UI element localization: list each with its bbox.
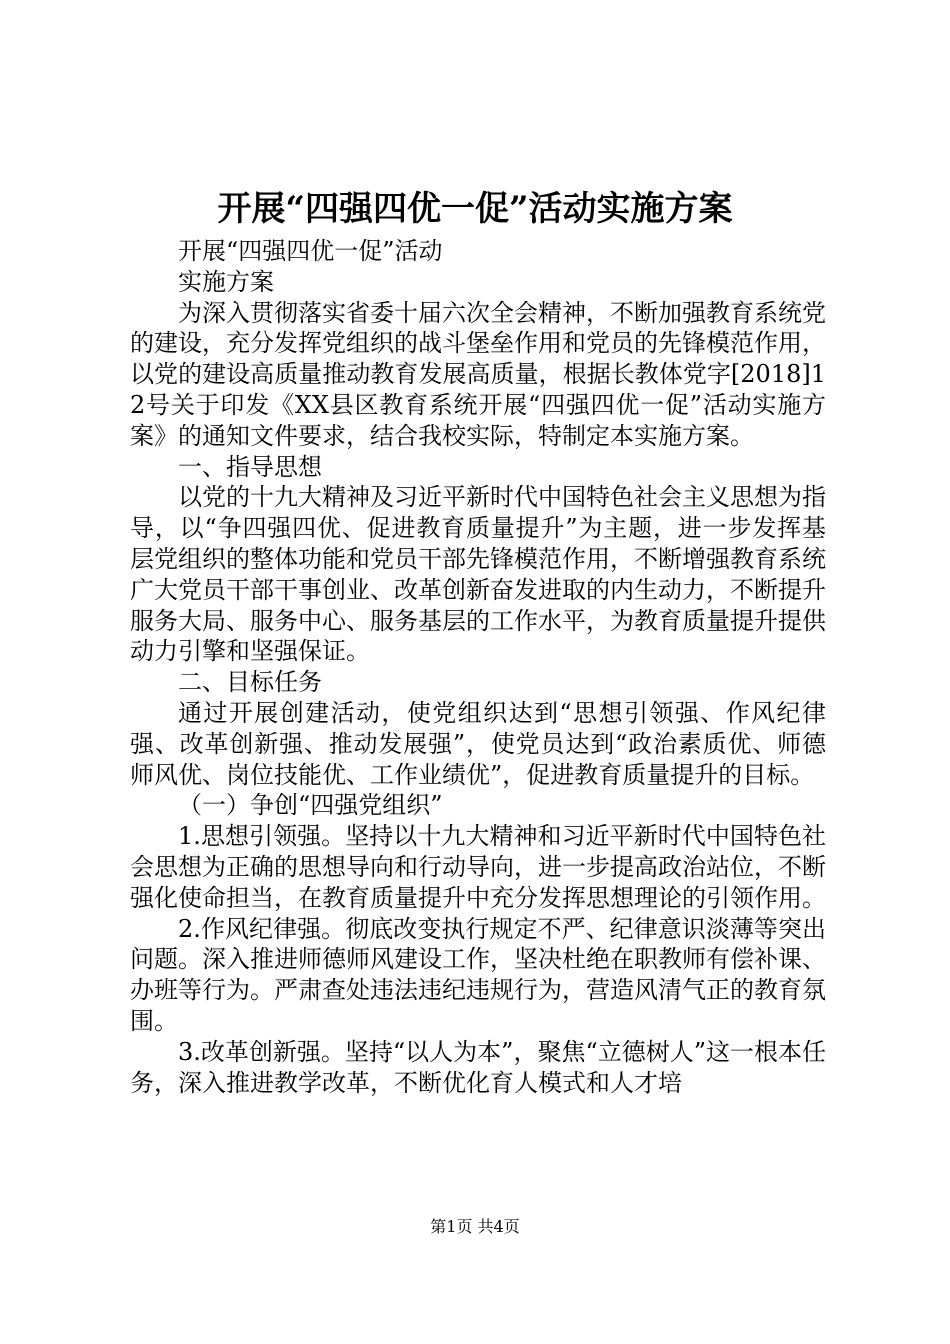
subtitle-line-1: 开展“四强四优一促”活动 — [178, 237, 443, 265]
subtitle-line-2: 实施方案 — [178, 267, 274, 296]
item-3-paragraph: 3.改革创新强。坚持“以人为本”，聚焦“立德树人”这一根本任务，深入推进教学改革，不断优化育人模式和人才培 — [130, 1037, 826, 1097]
intro-paragraph: 为深入贯彻落实省委十届六次全会精神，不断加强教育系统党的建设，充分发挥党组织的战斗堡垒作用和党员的先锋模范作用，以党的建设高质量推动教育发展高质量，根据长教体党字[2018]12号关于印发《XX县区教育系统开展“四强四优一促”活动实施方案》的通知文件要求，结合我校实际，特制定本实施方案。 — [130, 298, 826, 450]
item-1-paragraph: 1.思想引领强。坚持以十九大精神和习近平新时代中国特色社会思想为正确的思想导向和行动导向，进一步提高政治站位，不断强化使命担当，在教育质量提升中充分发挥思想理论的引领作用。 — [130, 822, 826, 912]
section-heading-guiding-ideology: 一、指导思想 — [178, 452, 322, 481]
goals-paragraph: 通过开展创建活动，使党组织达到“思想引领强、作风纪律强、改革创新强、推动发展强”，使党员达到“政治素质优、师德师风优、岗位技能优、工作业绩优”，促进教育质量提升的目标。 — [130, 698, 826, 789]
document-title: 开展“四强四优一促”活动实施方案 — [217, 189, 733, 229]
section-heading-goals: 二、目标任务 — [178, 668, 322, 697]
document-body — [130, 236, 826, 1098]
item-2-paragraph: 2.作风纪律强。彻底改变执行规定不严、纪律意识淡薄等突出问题。深入推进师德师风建设工作，坚决杜绝在职教师有偿补课、办班等行为。严肃查处违法违纪违规行为，营造风清气正的教育氛围。 — [130, 914, 826, 1035]
guiding-ideology-paragraph: 以党的十九大精神及习近平新时代中国特色社会主义思想为指导，以“争四强四优、促进教育质量提升”为主题，进一步发挥基层党组织的整体功能和党员干部先锋模范作用，不断增强教育系统广大党员干部干事创业、改革创新奋发进取的内生动力，不断提升服务大局、服务中心、服务基层的工作水平，为教育质量提升提供动力引擎和坚强保证。 — [130, 483, 826, 666]
page-footer: 第1页 共4页 — [430, 1217, 520, 1236]
subsection-heading-four-strong: （一）争创“四强党组织” — [178, 791, 443, 820]
